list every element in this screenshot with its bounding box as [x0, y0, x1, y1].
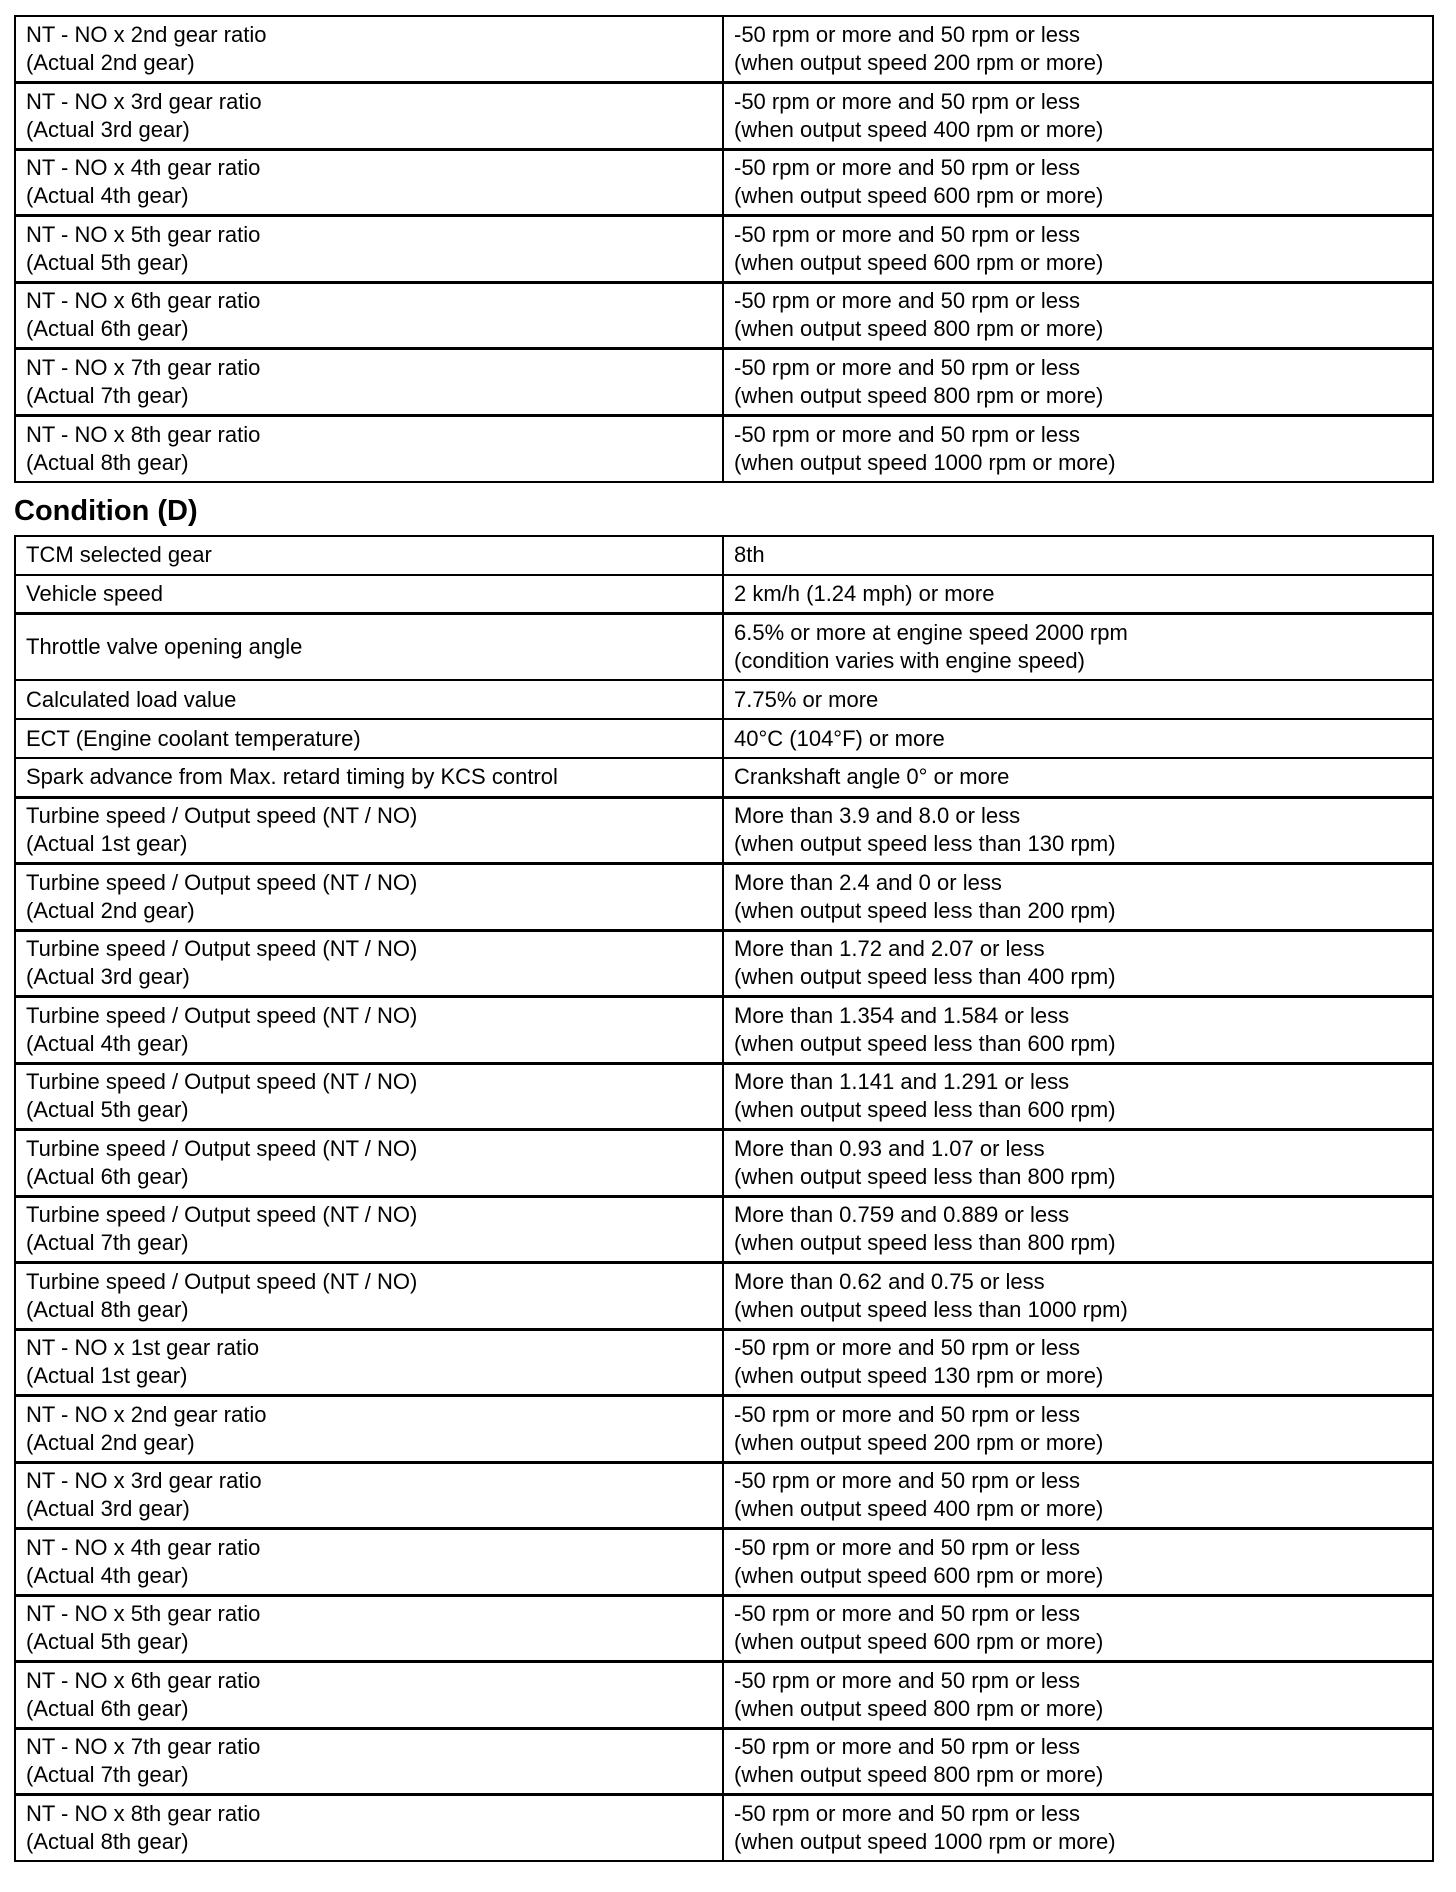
- value-cell: -50 rpm or more and 50 rpm or less (when output speed 400 rpm or more): [723, 83, 1433, 150]
- condition-table-continued-body: [15, 16, 1433, 482]
- parameter-cell: Spark advance from Max. retard timing by KCS control: [15, 758, 723, 797]
- parameter-cell: NT - NO x 2nd gear ratio (Actual 2nd gear): [15, 1396, 723, 1463]
- parameter-cell: Turbine speed / Output speed (NT / NO) (Actual 1st gear): [15, 797, 723, 864]
- table-row: [15, 1329, 1433, 1396]
- table-row: [15, 864, 1433, 931]
- value-cell: 2 km/h (1.24 mph) or more: [723, 575, 1433, 614]
- value-cell: -50 rpm or more and 50 rpm or less (when output speed 600 rpm or more): [723, 1595, 1433, 1662]
- parameter-cell: NT - NO x 4th gear ratio (Actual 4th gear): [15, 149, 723, 216]
- table-row: [15, 282, 1433, 349]
- condition-table-continued: [14, 15, 1434, 483]
- value-cell: 8th: [723, 536, 1433, 575]
- table-row: [15, 149, 1433, 216]
- table-row: [15, 758, 1433, 797]
- parameter-cell: NT - NO x 8th gear ratio (Actual 8th gear): [15, 1795, 723, 1862]
- table-row: [15, 1595, 1433, 1662]
- parameter-cell: Turbine speed / Output speed (NT / NO) (Actual 5th gear): [15, 1063, 723, 1130]
- table-row: [15, 1130, 1433, 1197]
- value-cell: More than 3.9 and 8.0 or less (when output speed less than 130 rpm): [723, 797, 1433, 864]
- value-cell: -50 rpm or more and 50 rpm or less (when output speed 800 rpm or more): [723, 1662, 1433, 1729]
- table-row: [15, 1196, 1433, 1263]
- parameter-cell: NT - NO x 2nd gear ratio (Actual 2nd gear): [15, 16, 723, 83]
- value-cell: More than 1.72 and 2.07 or less (when output speed less than 400 rpm): [723, 930, 1433, 997]
- parameter-cell: Calculated load value: [15, 680, 723, 719]
- parameter-cell: NT - NO x 8th gear ratio (Actual 8th gear): [15, 415, 723, 482]
- table-row: [15, 719, 1433, 758]
- parameter-cell: Vehicle speed: [15, 575, 723, 614]
- table-row: [15, 930, 1433, 997]
- parameter-cell: NT - NO x 7th gear ratio (Actual 7th gear): [15, 1728, 723, 1795]
- table-row: [15, 997, 1433, 1064]
- value-cell: -50 rpm or more and 50 rpm or less (when output speed 800 rpm or more): [723, 349, 1433, 416]
- table-row: [15, 415, 1433, 482]
- value-cell: 7.75% or more: [723, 680, 1433, 719]
- table-row: [15, 797, 1433, 864]
- value-cell: -50 rpm or more and 50 rpm or less (when output speed 600 rpm or more): [723, 1529, 1433, 1596]
- value-cell: More than 0.62 and 0.75 or less (when output speed less than 1000 rpm): [723, 1263, 1433, 1330]
- value-cell: -50 rpm or more and 50 rpm or less (when output speed 1000 rpm or more): [723, 1795, 1433, 1862]
- value-cell: -50 rpm or more and 50 rpm or less (when output speed 130 rpm or more): [723, 1329, 1433, 1396]
- value-cell: More than 2.4 and 0 or less (when output speed less than 200 rpm): [723, 864, 1433, 931]
- parameter-cell: Turbine speed / Output speed (NT / NO) (Actual 6th gear): [15, 1130, 723, 1197]
- table-row: [15, 1662, 1433, 1729]
- parameter-cell: ECT (Engine coolant temperature): [15, 719, 723, 758]
- value-cell: Crankshaft angle 0° or more: [723, 758, 1433, 797]
- table-row: [15, 349, 1433, 416]
- parameter-cell: Turbine speed / Output speed (NT / NO) (Actual 4th gear): [15, 997, 723, 1064]
- value-cell: More than 1.141 and 1.291 or less (when output speed less than 600 rpm): [723, 1063, 1433, 1130]
- table-row: [15, 536, 1433, 575]
- value-cell: -50 rpm or more and 50 rpm or less (when output speed 600 rpm or more): [723, 149, 1433, 216]
- table-row: [15, 1396, 1433, 1463]
- parameter-cell: NT - NO x 7th gear ratio (Actual 7th gear): [15, 349, 723, 416]
- parameter-cell: Turbine speed / Output speed (NT / NO) (Actual 7th gear): [15, 1196, 723, 1263]
- table-row: [15, 614, 1433, 681]
- parameter-cell: NT - NO x 6th gear ratio (Actual 6th gear): [15, 1662, 723, 1729]
- parameter-cell: NT - NO x 4th gear ratio (Actual 4th gear): [15, 1529, 723, 1596]
- parameter-cell: NT - NO x 5th gear ratio (Actual 5th gear): [15, 1595, 723, 1662]
- value-cell: -50 rpm or more and 50 rpm or less (when output speed 600 rpm or more): [723, 216, 1433, 283]
- table-row: [15, 1529, 1433, 1596]
- parameter-cell: NT - NO x 5th gear ratio (Actual 5th gear): [15, 216, 723, 283]
- value-cell: 6.5% or more at engine speed 2000 rpm (condition varies with engine speed): [723, 614, 1433, 681]
- document-page: [14, 15, 1432, 1862]
- value-cell: -50 rpm or more and 50 rpm or less (when output speed 800 rpm or more): [723, 282, 1433, 349]
- parameter-cell: Turbine speed / Output speed (NT / NO) (Actual 3rd gear): [15, 930, 723, 997]
- table-row: [15, 575, 1433, 614]
- table-row: [15, 1462, 1433, 1529]
- parameter-cell: TCM selected gear: [15, 536, 723, 575]
- table-row: [15, 1728, 1433, 1795]
- table-row: [15, 1263, 1433, 1330]
- value-cell: -50 rpm or more and 50 rpm or less (when output speed 800 rpm or more): [723, 1728, 1433, 1795]
- parameter-cell: NT - NO x 6th gear ratio (Actual 6th gear): [15, 282, 723, 349]
- value-cell: 40°C (104°F) or more: [723, 719, 1433, 758]
- table-row: [15, 16, 1433, 83]
- value-cell: More than 0.93 and 1.07 or less (when output speed less than 800 rpm): [723, 1130, 1433, 1197]
- parameter-cell: NT - NO x 1st gear ratio (Actual 1st gear): [15, 1329, 723, 1396]
- table-row: [15, 1063, 1433, 1130]
- table-row: [15, 216, 1433, 283]
- parameter-cell: Throttle valve opening angle: [15, 614, 723, 681]
- value-cell: -50 rpm or more and 50 rpm or less (when output speed 1000 rpm or more): [723, 415, 1433, 482]
- value-cell: -50 rpm or more and 50 rpm or less (when output speed 200 rpm or more): [723, 16, 1433, 83]
- parameter-cell: NT - NO x 3rd gear ratio (Actual 3rd gear): [15, 83, 723, 150]
- condition-d-table: [14, 535, 1434, 1863]
- table-row: [15, 680, 1433, 719]
- parameter-cell: Turbine speed / Output speed (NT / NO) (Actual 2nd gear): [15, 864, 723, 931]
- section-title-condition-d: Condition (D): [14, 494, 198, 527]
- value-cell: More than 1.354 and 1.584 or less (when output speed less than 600 rpm): [723, 997, 1433, 1064]
- condition-d-table-body: [15, 536, 1433, 1862]
- value-cell: -50 rpm or more and 50 rpm or less (when output speed 400 rpm or more): [723, 1462, 1433, 1529]
- table-row: [15, 83, 1433, 150]
- table-row: [15, 1795, 1433, 1862]
- parameter-cell: Turbine speed / Output speed (NT / NO) (Actual 8th gear): [15, 1263, 723, 1330]
- value-cell: -50 rpm or more and 50 rpm or less (when output speed 200 rpm or more): [723, 1396, 1433, 1463]
- parameter-cell: NT - NO x 3rd gear ratio (Actual 3rd gear): [15, 1462, 723, 1529]
- value-cell: More than 0.759 and 0.889 or less (when output speed less than 800 rpm): [723, 1196, 1433, 1263]
